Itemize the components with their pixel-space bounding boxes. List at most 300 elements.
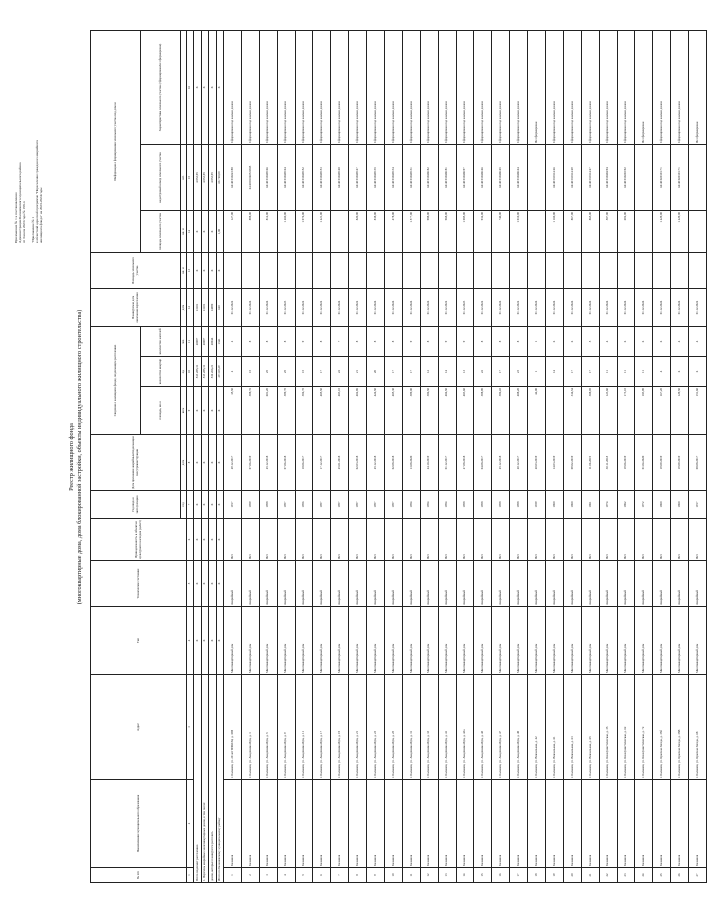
row-flats: 2 xyxy=(224,357,242,387)
row-recognition-date: 07.06.2018 xyxy=(277,435,295,491)
col-area: площадь, кв.м xyxy=(141,387,181,435)
row-type: Многоквартирный дом xyxy=(546,607,564,675)
row-zu-status: Сформирован под жилым домом xyxy=(599,30,617,144)
row-type: Многоквартирный дом xyxy=(277,607,295,675)
col-plan-date: Планируемая дата окончания переселения xyxy=(91,288,181,326)
row-zu-area: 1 221,00 xyxy=(313,210,331,252)
row-zu-status: Сформирован под жилым домом xyxy=(617,30,635,144)
row-type: Многоквартирный дом xyxy=(474,607,492,675)
row-mo: Балашов xyxy=(653,780,671,868)
row-people: 9 xyxy=(438,326,456,356)
row-mo: Балашов xyxy=(546,780,564,868)
row-zu-status: Не сформирован xyxy=(635,30,653,144)
row-type: Многоквартирный дом xyxy=(367,607,385,675)
column-number: 9 xyxy=(187,387,194,435)
row-state: Аварийный xyxy=(224,561,242,607)
row-address: г. Балашов, ул. Академика Жук, д. 45 xyxy=(474,675,492,780)
table-row xyxy=(259,30,277,882)
row-mo: Балашов xyxy=(599,780,617,868)
row-address: г. Балашов, ул. Коммунистическая, д. 62 xyxy=(617,675,635,780)
row-state: Аварийный xyxy=(367,561,385,607)
row-cadastral: 64:40:010405:53 xyxy=(313,144,331,210)
header-note-line: Приложение № 1 к постановлению xyxy=(14,192,18,243)
row-address: г. Балашов, ул. 20 лет ВЛКСМ, д. 35В xyxy=(224,675,242,780)
row-zu-status: Сформирован под жилым домом xyxy=(224,30,242,144)
row-zu-area: 988,00 xyxy=(420,210,438,252)
row-flats: 17 xyxy=(402,357,420,387)
row-people: 4 xyxy=(671,326,689,356)
row-state: Аварийный xyxy=(241,561,259,607)
summary-cell: 536 266,21 xyxy=(209,357,217,387)
row-year: 1958 xyxy=(492,491,510,519)
row-number: 24 xyxy=(635,868,653,883)
row-people: 8 xyxy=(313,326,331,356)
summary-cell: X xyxy=(216,491,224,519)
row-cadastral: 64:40:010114:26 xyxy=(546,144,564,210)
row-address: г. Балашов, ул. Академика Жук, д. 3 xyxy=(241,675,259,780)
column-number: 4 xyxy=(187,607,194,675)
row-year: 1959 xyxy=(241,491,259,519)
header-note xyxy=(14,33,43,243)
title-line-1: Реестр жилищного фонда xyxy=(68,423,75,491)
unit-day: дата xyxy=(181,288,187,326)
row-mo: Балашов xyxy=(617,780,635,868)
header-note-line: "Приложение № 1 xyxy=(30,216,35,243)
unit-person: чел. xyxy=(181,326,187,356)
summary-cell: X xyxy=(194,252,202,288)
row-cadastral xyxy=(528,144,546,210)
row-type: Многоквартирный дом xyxy=(331,607,349,675)
row-zu-status: Сформирован под жилым домом xyxy=(313,30,331,144)
col-state: Техническое состояние xyxy=(91,561,187,607)
row-type: Многоквартирный дом xyxy=(653,607,671,675)
row-year: 1958 xyxy=(510,491,528,519)
col-address: Адрес xyxy=(91,675,187,780)
row-year: 1917 xyxy=(224,491,242,519)
summary-cell: X xyxy=(201,607,209,675)
summary-label: 1. Перечень аварийных многоквартирных домов, в том числе: xyxy=(201,675,209,883)
row-cadastral: 64:40:010406:45 xyxy=(492,144,510,210)
row-mo: Балашов xyxy=(456,780,474,868)
row-area: 334,54 xyxy=(563,387,581,435)
table-row xyxy=(671,30,689,882)
row-land-area xyxy=(331,252,349,288)
row-area: 183,90 xyxy=(635,387,653,435)
summary-cell: X xyxy=(216,435,224,491)
row-state: Аварийный xyxy=(581,561,599,607)
row-mo: Балашов xyxy=(224,780,242,868)
row-mo: Балашов xyxy=(689,780,707,868)
row-cadastral: 64:40:020101:71 xyxy=(653,144,671,210)
row-year: 1958 xyxy=(474,491,492,519)
summary-label: домов, которые планируется расселить xyxy=(209,675,217,883)
row-cultural: Нет xyxy=(563,519,581,561)
summary-cell: X xyxy=(201,210,209,252)
row-flats: 22 xyxy=(331,357,349,387)
table-row xyxy=(599,30,617,882)
column-number: 15 xyxy=(187,144,194,210)
row-type: Многоквартирный дом xyxy=(599,607,617,675)
row-cultural: Нет xyxy=(510,519,528,561)
table-body xyxy=(194,30,707,882)
row-recognition-date: 18.06.2017 xyxy=(295,435,313,491)
row-area: 35,50 xyxy=(224,387,242,435)
row-number: 27 xyxy=(689,868,707,883)
row-number: 20 xyxy=(563,868,581,883)
col-flats: количество квартир xyxy=(141,357,181,387)
row-mo: Балашов xyxy=(259,780,277,868)
row-mo: Балашов xyxy=(367,780,385,868)
summary-cell: 20044 xyxy=(209,326,217,356)
row-year: 1917 xyxy=(689,491,707,519)
summary-cell: X xyxy=(194,561,202,607)
col-recognition: Дата признания аварийным/подлежащим сносу/реконструкции xyxy=(91,435,181,491)
row-cultural: Нет xyxy=(259,519,277,561)
col-mo: Наименование муниципального образования xyxy=(91,780,187,868)
row-mo: Балашов xyxy=(420,780,438,868)
row-zu-area: 1 010,00 xyxy=(510,210,528,252)
row-state: Аварийный xyxy=(349,561,367,607)
table-row xyxy=(581,30,599,882)
table-row xyxy=(277,30,295,882)
row-type: Многоквартирный дом xyxy=(689,607,707,675)
summary-cell: X xyxy=(194,210,202,252)
row-people: 5 xyxy=(581,326,599,356)
header-note-line: жилищного фонда" на 2023-2024 годы xyxy=(39,187,44,243)
row-state: Аварийный xyxy=(277,561,295,607)
row-flats: 12 xyxy=(420,357,438,387)
row-people: 6 xyxy=(546,326,564,356)
table-row xyxy=(349,30,367,882)
row-address: г. Балашов, ул. Вокзальная, д. 42 xyxy=(528,675,546,780)
row-cadastral: 64:40:010405:66 xyxy=(259,144,277,210)
row-zu-area: 1 085,00 xyxy=(456,210,474,252)
row-area xyxy=(546,387,564,435)
summary-cell: X xyxy=(194,435,202,491)
row-flats: 14 xyxy=(546,357,564,387)
table-row xyxy=(331,30,349,882)
col-land-area: Площадь земельного участка xyxy=(91,252,181,288)
row-year: 1960 xyxy=(563,491,581,519)
row-recognition-date: 25.12.2018 xyxy=(492,435,510,491)
row-people: 8 xyxy=(241,326,259,356)
row-plan-date: 01.12.2024 xyxy=(420,288,438,326)
row-cultural: Нет xyxy=(492,519,510,561)
row-flats: 15 xyxy=(241,357,259,387)
row-land-area xyxy=(438,252,456,288)
row-recognition-date: 19.06.2019 xyxy=(617,435,635,491)
row-cadastral: 64:40:010223:88 xyxy=(224,144,242,210)
row-cadastral xyxy=(635,144,653,210)
row-number: 15 xyxy=(474,868,492,883)
row-people: 6 xyxy=(653,326,671,356)
row-zu-area: 1 229,00 xyxy=(653,210,671,252)
row-flats: 21 xyxy=(349,357,367,387)
summary-cell: 20097 xyxy=(194,326,202,356)
row-mo: Балашов xyxy=(528,780,546,868)
row-land-area xyxy=(259,252,277,288)
row-flats: 25 xyxy=(259,357,277,387)
row-year: 1960 xyxy=(546,491,564,519)
row-number: 8 xyxy=(349,868,367,883)
summary-cell: X xyxy=(201,519,209,561)
row-address: г. Балашов, ул. Академика Жук, д. 17 xyxy=(313,675,331,780)
row-zu-area: 865,00 xyxy=(581,210,599,252)
row-zu-area: 867,00 xyxy=(563,210,581,252)
row-flats: 25 xyxy=(277,357,295,387)
row-cultural: Нет xyxy=(653,519,671,561)
row-flats: 6 xyxy=(689,357,707,387)
row-flats: 1 xyxy=(528,357,546,387)
col-year: Год ввода в эксплуатацию xyxy=(91,491,181,519)
table-row xyxy=(367,30,385,882)
row-area: 129,50 xyxy=(671,387,689,435)
row-people: 8 xyxy=(367,326,385,356)
summary-cell: X xyxy=(216,519,224,561)
table-row xyxy=(385,30,403,882)
row-zu-status: Сформирован под жилым домом xyxy=(510,30,528,144)
row-cultural: Нет xyxy=(456,519,474,561)
row-zu-area: 127,00 xyxy=(224,210,242,252)
summary-cell: X xyxy=(194,491,202,519)
summary-cell: X xyxy=(209,491,217,519)
unit-sqm: кв.м xyxy=(181,387,187,435)
row-state: Аварийный xyxy=(599,561,617,607)
column-number: 7 xyxy=(187,491,194,519)
summary-cell: X xyxy=(216,607,224,675)
summary-cell: X xyxy=(201,387,209,435)
row-number: 11 xyxy=(402,868,420,883)
row-state: Аварийный xyxy=(635,561,653,607)
row-plan-date: 01.12.2022 xyxy=(349,288,367,326)
row-state: Аварийный xyxy=(456,561,474,607)
row-land-area xyxy=(599,252,617,288)
row-state: Аварийный xyxy=(331,561,349,607)
row-cultural: Нет xyxy=(277,519,295,561)
row-area: 403,60 xyxy=(456,387,474,435)
row-people: 8 xyxy=(259,326,277,356)
row-address: г. Балашов, ул. Красная Звезда, д. 68 xyxy=(689,675,707,780)
row-zu-area: 812,00 xyxy=(259,210,277,252)
row-cultural: Нет xyxy=(671,519,689,561)
column-numbers-row xyxy=(187,30,194,882)
row-people: 9 xyxy=(295,326,313,356)
row-plan-date: 01.12.2022 xyxy=(295,288,313,326)
col-people: количество жителей xyxy=(141,326,181,356)
row-zu-status: Сформирован под жилым домом xyxy=(420,30,438,144)
row-cadastral: 64:40:010406:82 xyxy=(420,144,438,210)
row-land-area xyxy=(563,252,581,288)
row-recognition-date: 09.02.2019 xyxy=(563,435,581,491)
summary-cell: X xyxy=(216,387,224,435)
row-recognition-date: 27.08.2018 xyxy=(456,435,474,491)
row-mo: Балашов xyxy=(563,780,581,868)
rotated-page xyxy=(8,17,699,897)
row-land-area xyxy=(689,252,707,288)
summary-cell: X xyxy=(209,435,217,491)
row-people: 9 xyxy=(456,326,474,356)
row-land-area xyxy=(241,252,259,288)
row-type: Многоквартирный дом xyxy=(492,607,510,675)
table-row xyxy=(420,30,438,882)
row-state: Аварийный xyxy=(492,561,510,607)
row-flats: 17 xyxy=(563,357,581,387)
row-area: 173,10 xyxy=(617,387,635,435)
row-cadastral: 64:40:010203:92 xyxy=(617,144,635,210)
header-note-line: от 3 июля 2023 года № 199-п xyxy=(22,201,27,243)
row-land-area xyxy=(349,252,367,288)
row-state: Аварийный xyxy=(295,561,313,607)
row-mo: Балашов xyxy=(635,780,653,868)
row-cadastral: 64:40:010405:52 xyxy=(295,144,313,210)
summary-cell: X xyxy=(209,519,217,561)
unit-sqm: кв. м xyxy=(181,252,187,288)
row-mo: Балашов xyxy=(349,780,367,868)
row-plan-date: 01.12.2023 xyxy=(456,288,474,326)
row-flats: 14 xyxy=(438,357,456,387)
row-zu-status: Сформирован под жилым домом xyxy=(581,30,599,144)
row-flats: 23 xyxy=(510,357,528,387)
row-zu-status: Сформирован под жилым домом xyxy=(277,30,295,144)
column-number: 2 xyxy=(187,780,194,868)
row-recognition-date: 20.12.2017 xyxy=(510,435,528,491)
row-cadastral: 64:40:010114:29 xyxy=(563,144,581,210)
row-cadastral: 64:40:010405:35 xyxy=(367,144,385,210)
row-area: 398,76 xyxy=(241,387,259,435)
row-zu-area: 692,00 xyxy=(617,210,635,252)
row-cadastral: 64:40:010405:31 xyxy=(402,144,420,210)
table-row xyxy=(402,30,420,882)
summary-cell: 14090 xyxy=(209,288,217,326)
row-land-area xyxy=(295,252,313,288)
column-number: 5 xyxy=(187,561,194,607)
unit-year: год xyxy=(181,491,187,519)
row-state: Аварийный xyxy=(313,561,331,607)
row-land-area xyxy=(385,252,403,288)
summary-cell: 20097 xyxy=(201,326,209,356)
summary-cell: X xyxy=(201,30,209,144)
summary-cell: 29 319,29 xyxy=(216,357,224,387)
row-recognition-date: 30.11.2018 xyxy=(599,435,617,491)
row-number: 14 xyxy=(456,868,474,883)
row-cadastral: 64:40:010406:44 xyxy=(510,144,528,210)
row-land-area xyxy=(510,252,528,288)
summary-label: Всего подлежит расселению xyxy=(194,675,202,883)
column-number: 14 xyxy=(187,210,194,252)
row-cultural: Нет xyxy=(295,519,313,561)
row-land-area xyxy=(581,252,599,288)
row-plan-date: 01.12.2024 xyxy=(546,288,564,326)
row-year: 1960 xyxy=(671,491,689,519)
row-area: 408,20 xyxy=(510,387,528,435)
table-row xyxy=(313,30,331,882)
row-area: 405,50 xyxy=(313,387,331,435)
row-people: 8 xyxy=(277,326,295,356)
row-land-area xyxy=(492,252,510,288)
row-number: 12 xyxy=(420,868,438,883)
row-number: 16 xyxy=(492,868,510,883)
row-land-area xyxy=(635,252,653,288)
column-number: 12 xyxy=(187,288,194,326)
row-cultural: Нет xyxy=(224,519,242,561)
row-year: 1960 xyxy=(653,491,671,519)
col-zu-status: Характеристика земельного участка (сформирован/не сформирован) xyxy=(141,30,181,144)
summary-label: Итого по Балашовскому муниципальному району xyxy=(216,675,224,883)
summary-cell: 1,00 xyxy=(216,210,224,252)
row-state: Аварийный xyxy=(671,561,689,607)
row-area: 399,70 xyxy=(277,387,295,435)
row-zu-area xyxy=(689,210,707,252)
row-land-area xyxy=(402,252,420,288)
row-type: Многоквартирный дом xyxy=(259,607,277,675)
row-address: г. Балашов, ул. Академика Жук, д. 23 xyxy=(367,675,385,780)
summary-cell: 66 720,00 xyxy=(216,144,224,210)
summary-cell: 620 xyxy=(216,288,224,326)
row-flats: 11 xyxy=(617,357,635,387)
column-number: 10 xyxy=(187,357,194,387)
row-mo: Балашов xyxy=(510,780,528,868)
row-plan-date: 01.12.2024 xyxy=(581,288,599,326)
row-number: 19 xyxy=(546,868,564,883)
table-row xyxy=(295,30,313,882)
row-land-area xyxy=(224,252,242,288)
row-zu-area: 478,00 xyxy=(385,210,403,252)
row-zu-area xyxy=(331,210,349,252)
row-number: 25 xyxy=(653,868,671,883)
row-people: 4 xyxy=(689,326,707,356)
row-address: г. Балашов, ул. Академика Жук, д. 49 xyxy=(510,675,528,780)
row-land-area xyxy=(546,252,564,288)
row-cadastral: 64:40:010404:94 xyxy=(599,144,617,210)
row-area: 601,20 xyxy=(259,387,277,435)
row-plan-date: 01.12.2022 xyxy=(510,288,528,326)
row-state: Аварийный xyxy=(402,561,420,607)
summary-cell: 4 053,95 xyxy=(201,144,209,210)
row-type: Многоквартирный дом xyxy=(671,607,689,675)
row-plan-date: 01.12.2024 xyxy=(599,288,617,326)
row-address: г. Балашов, ул. Академика Жук, д. 31 xyxy=(402,675,420,780)
row-year: 1954 xyxy=(420,491,438,519)
row-cadastral: 64:40:010405:64 xyxy=(277,144,295,210)
registry-table xyxy=(90,30,707,883)
table-row xyxy=(438,30,456,882)
row-area: 404,50 xyxy=(438,387,456,435)
summary-row xyxy=(201,30,209,882)
row-cultural: Нет xyxy=(635,519,653,561)
row-number: 2 xyxy=(241,868,259,883)
summary-cell: X xyxy=(209,607,217,675)
row-plan-date: 01.12.2024 xyxy=(635,288,653,326)
summary-cell: X xyxy=(209,210,217,252)
row-zu-status: Сформирован под жилым домом xyxy=(385,30,403,144)
row-address: г. Балашов, ул. Академика Жук, д. 11 xyxy=(295,675,313,780)
row-zu-area: 968,00 xyxy=(438,210,456,252)
row-address: г. Балашов, ул. Красная Звезда, д. 35В xyxy=(671,675,689,780)
summary-cell: 13101 xyxy=(201,288,209,326)
row-recognition-date: 25.12.2018 xyxy=(367,435,385,491)
row-people: 8 xyxy=(492,326,510,356)
row-type: Многоквартирный дом xyxy=(349,607,367,675)
table-row xyxy=(546,30,564,882)
row-address: г. Балашов, ул. Вокзальная, д. 65 xyxy=(581,675,599,780)
row-zu-status: Не сформирован xyxy=(528,30,546,144)
row-plan-date: 01.12.2024 xyxy=(617,288,635,326)
row-plan-date: 01.12.2024 xyxy=(492,288,510,326)
row-cultural: Нет xyxy=(385,519,403,561)
row-type: Многоквартирный дом xyxy=(635,607,653,675)
row-type: Многоквартирный дом xyxy=(420,607,438,675)
row-zu-area: 1 260,00 xyxy=(277,210,295,252)
